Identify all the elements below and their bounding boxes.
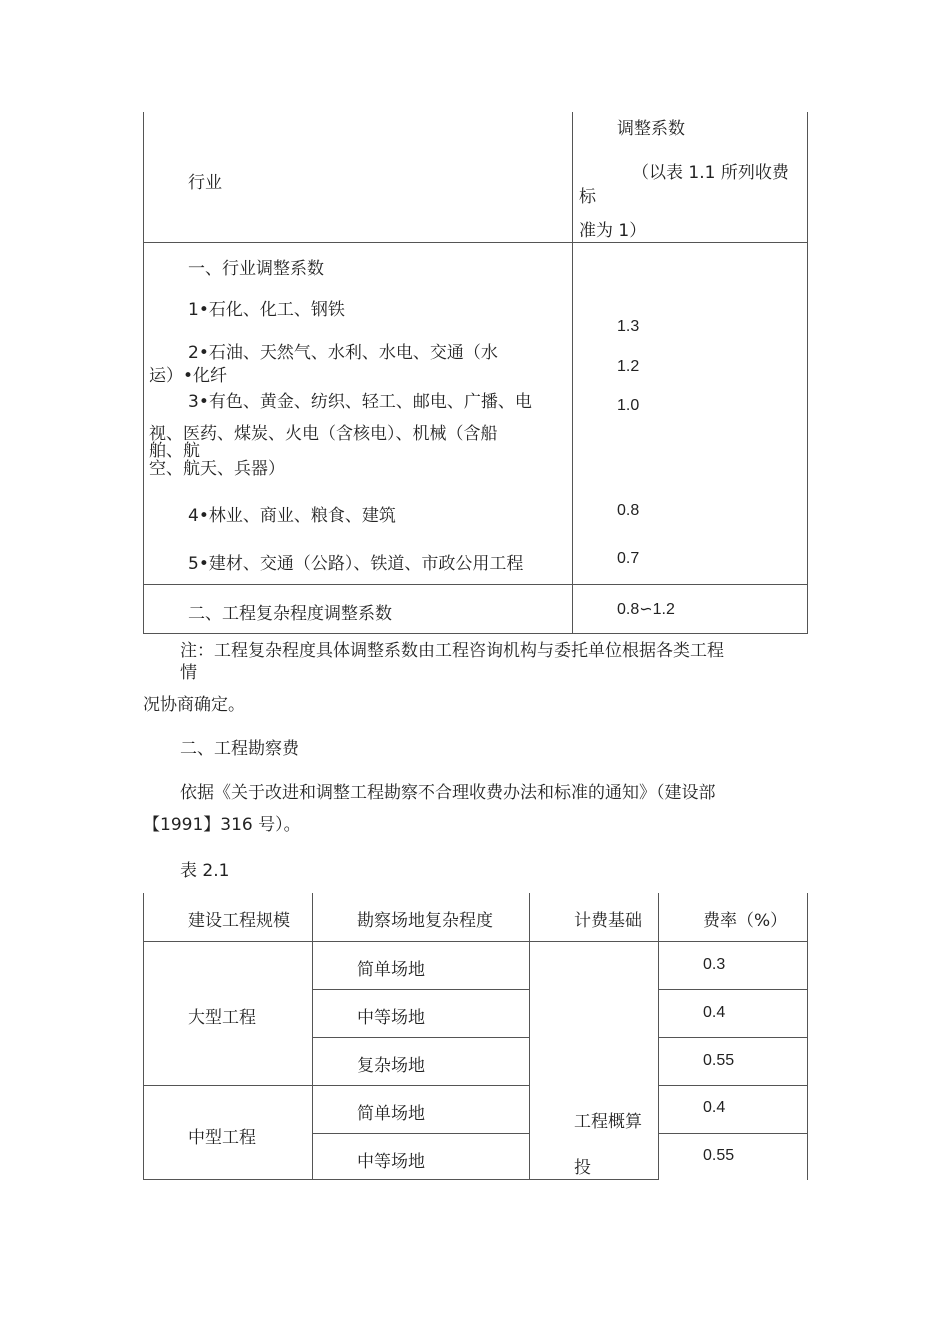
table2-row3-rate: 0.55	[703, 1052, 735, 1069]
table1-row4-value: 0.8	[617, 502, 640, 519]
table1-row3-text-line2: 视、医药、煤炭、火电（含核电）、机械（含船	[149, 424, 498, 444]
table2-row5-site: 中等场地	[357, 1152, 425, 1172]
table1-row1-value: 1.3	[617, 318, 640, 335]
table2-row4-rate: 0.4	[703, 1099, 726, 1116]
table1-row2-value: 1.2	[617, 358, 640, 375]
table2-row5-rate: 0.55	[703, 1147, 735, 1164]
basis-line2: 【1991】316 号）。	[143, 815, 301, 835]
table2-caption: 表 2.1	[180, 861, 230, 881]
table2-header-scale: 建设工程规模	[188, 911, 290, 931]
table1-header-coef-line2: （以表 1.1 所列收费	[632, 163, 789, 183]
table1-section1-title: 一、行业调整系数	[188, 259, 324, 279]
table1-row3-text-line1: 3•有色、黄金、纺织、轻工、邮电、广播、电	[188, 392, 532, 412]
note-line2: 情	[180, 663, 197, 683]
section-heading: 二、工程勘察费	[180, 739, 299, 759]
table2-row2-site: 中等场地	[357, 1008, 425, 1028]
table1-row2-text-line1: 2•石油、天然气、水利、水电、交通（水	[188, 343, 498, 363]
table1-header-coef-line4: 准为 1）	[579, 221, 647, 241]
table2-row1-rate: 0.3	[703, 956, 726, 973]
table1-header-coef-line3: 标	[579, 187, 596, 207]
table2-header-rate: 费率（%）	[703, 911, 788, 931]
table1-section2-value: 0.8∽1.2	[617, 601, 675, 618]
table2-row2-rate: 0.4	[703, 1004, 726, 1021]
table1-row2-text-line2: 运）•化纤	[149, 366, 228, 386]
table1-section2-label: 二、工程复杂程度调整系数	[188, 604, 392, 624]
table2-header-basis: 计费基础	[574, 911, 642, 931]
table2-row3-site: 复杂场地	[357, 1056, 425, 1076]
table1-row1-text: 1•石化、化工、钢铁	[188, 300, 345, 320]
table2-basis-line2: 投	[574, 1158, 591, 1178]
table1-row4-text: 4•林业、商业、粮食、建筑	[188, 506, 396, 526]
table1-row3-text-line4: 空、航天、兵器）	[149, 459, 285, 479]
table1-row5-value: 0.7	[617, 550, 640, 567]
table2-row1-site: 简单场地	[357, 960, 425, 980]
table2-scale-large: 大型工程	[188, 1008, 256, 1028]
table2-scale-medium: 中型工程	[188, 1128, 256, 1148]
table1-header-industry: 行业	[188, 173, 222, 193]
table1-row3-text-line3: 舶、航	[149, 441, 200, 461]
note-line1: 注：工程复杂程度具体调整系数由工程咨询机构与委托单位根据各类工程	[180, 641, 724, 661]
table1-header-coef-line1: 调整系数	[617, 119, 685, 139]
table2-basis-line1: 工程概算	[574, 1112, 642, 1132]
note-line3: 况协商确定。	[143, 695, 245, 715]
table2-header-site: 勘察场地复杂程度	[357, 911, 493, 931]
basis-line1: 依据《关于改进和调整工程勘察不合理收费办法和标准的通知》（建设部	[180, 783, 716, 803]
table1-row3-value: 1.0	[617, 397, 640, 414]
table2-row4-site: 简单场地	[357, 1104, 425, 1124]
table1-row5-text: 5•建材、交通（公路）、铁道、市政公用工程	[188, 554, 524, 574]
